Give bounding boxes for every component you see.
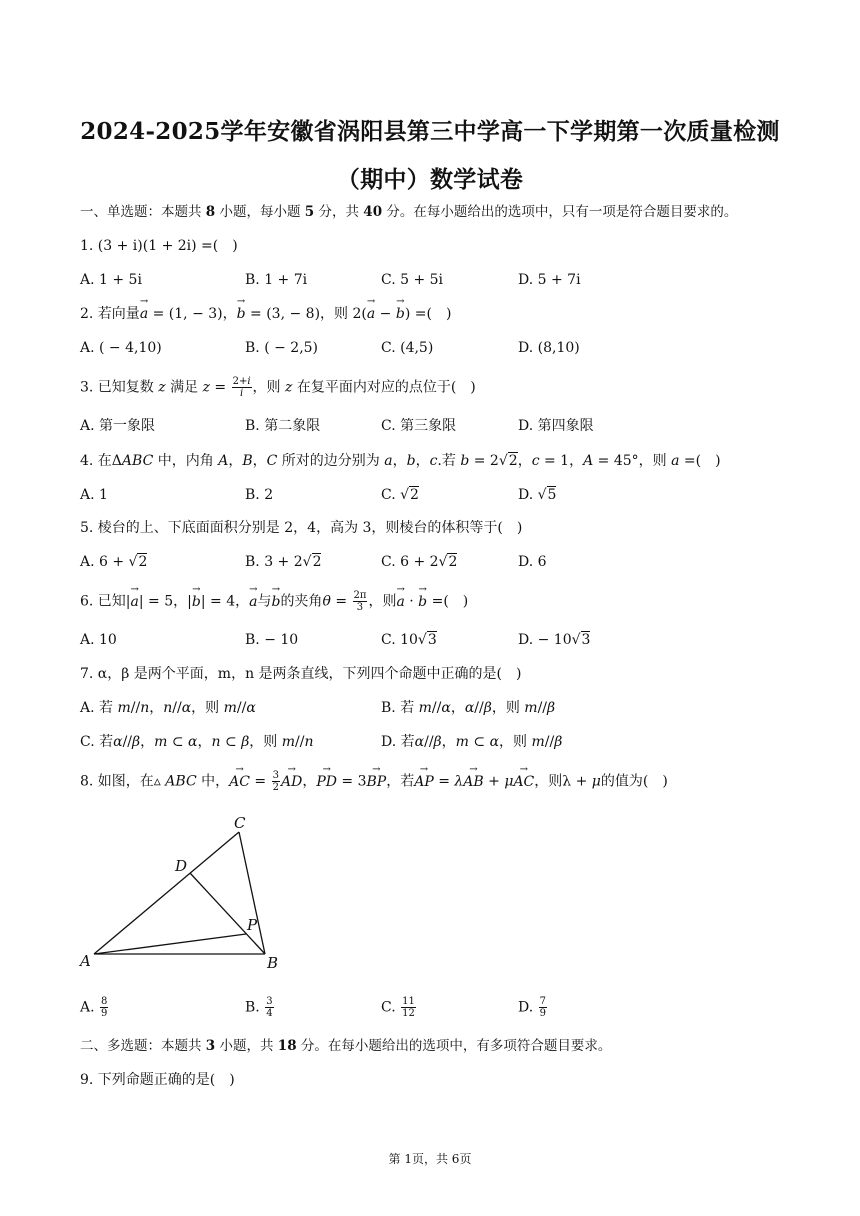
q6-option-a: A. 10: [80, 632, 117, 648]
q5-option-d: D. 6: [518, 554, 547, 570]
q7-option-b: B. 若 m//α，α//β，则 m//β: [381, 700, 556, 716]
q7-option-a: A. 若 m//n，n//α，则 m//α: [80, 700, 256, 716]
q8-option-b: B. $\frac{3}{4}$: [245, 996, 273, 1019]
q5-option-c: C. 6 + 2√2: [381, 554, 458, 570]
label-c: C: [234, 814, 246, 832]
q1-option-d: D. 5 + 7i: [518, 272, 581, 288]
q8-option-c: C. $\frac{11}{12}$: [381, 996, 415, 1019]
section-2-header: 二、多选题：本题共 3 小题，共 18 分。在每小题给出的选项中，有多项符合题目要求。: [80, 1038, 612, 1054]
question-5-stem: 5. 棱台的上、下底面面积分别是 2，4，高为 3，则棱台的体积等于( ): [80, 520, 523, 536]
q3-option-a: A. 第一象限: [80, 418, 156, 434]
label-p: P: [247, 916, 258, 934]
q4-option-d: D. √5: [518, 487, 557, 503]
question-6-stem: 6. 已知|→ a| = 5，|→ b| = 4，→ a与→ b的夹角θ = $\frac{2\pi}{3}$ ，则→ a · → b =( ): [80, 590, 468, 613]
question-3-stem: 3. 已知复数 z 满足 z = $\frac{2+i}{i}$ ，则 z 在复平面内对应的点位于( ): [80, 376, 476, 399]
q4-option-a: A. 1: [80, 487, 108, 503]
q2-option-a: A. ( − 4,10): [80, 340, 162, 356]
question-1-stem: 1. (3 + i)(1 + 2i) =( ): [80, 238, 238, 254]
label-b: B: [267, 954, 279, 972]
q5-option-b: B. 3 + 2√2: [245, 554, 322, 570]
q8-option-d: D. $\frac{7}{9}$: [518, 996, 547, 1019]
triangle-figure: [76, 808, 296, 978]
segment-ac: [94, 832, 239, 954]
q1-option-c: C. 5 + 5i: [381, 272, 444, 288]
label-a: A: [80, 952, 91, 970]
segment-db: [190, 873, 265, 954]
q1-option-a: A. 1 + 5i: [80, 272, 142, 288]
question-8-stem: 8. 如图，在▵ ABC 中，→ AC = $\frac{3}{2}$ → AD，→ PD = 3→ BP，若→ AP = λ→ AB + μ→ AC，则λ + μ的值为( ): [80, 770, 668, 793]
q4-option-c: C. √2: [381, 487, 419, 503]
page-footer: 第 1页，共 6页: [388, 1152, 472, 1166]
page-title: 2024-2025学年安徽省涡阳县第三中学高一下学期第一次质量检测（期中）数学试卷: [80, 118, 780, 193]
question-4-stem: 4. 在ΔABC 中，内角 A，B，C 所对的边分别为 a，b，c.若 b = 2√2，c = 1，A = 45°，则 a =( ): [80, 453, 721, 469]
question-9-stem: 9. 下列命题正确的是( ): [80, 1072, 235, 1088]
q3-option-d: D. 第四象限: [518, 418, 594, 434]
q7-option-c: C. 若α//β，m ⊂ α，n ⊂ β，则 m//n: [80, 734, 314, 750]
segment-ap: [94, 934, 246, 954]
q5-option-a: A. 6 + √2: [80, 554, 148, 570]
q3-option-b: B. 第二象限: [245, 418, 321, 434]
segment-cb: [239, 832, 265, 954]
q3-option-c: C. 第三象限: [381, 418, 457, 434]
section-1-header: 一、单选题：本题共 8 小题，每小题 5 分，共 40 分。在每小题给出的选项中，只有一项是符合题目要求的。: [80, 204, 738, 220]
q1-option-b: B. 1 + 7i: [245, 272, 308, 288]
question-7-stem: 7. α，β 是两个平面，m，n 是两条直线，下列四个命题中正确的是( ): [80, 666, 522, 682]
q6-option-d: D. − 10√3: [518, 632, 591, 648]
q7-option-d: D. 若α//β，m ⊂ α，则 m//β: [381, 734, 563, 750]
q2-option-c: C. (4,5): [381, 340, 434, 356]
q4-option-b: B. 2: [245, 487, 274, 503]
q2-option-b: B. ( − 2,5): [245, 340, 319, 356]
question-2-stem: 2. 若向量→ a = (1, − 3)，→ b = (3, − 8)，则 2(→ a − → b) =( ): [80, 304, 451, 324]
q6-option-b: B. − 10: [245, 632, 299, 648]
q6-option-c: C. 10√3: [381, 632, 437, 648]
q2-option-d: D. (8,10): [518, 340, 580, 356]
q8-option-a: A. $\frac{8}{9}$: [80, 996, 108, 1019]
label-d: D: [175, 857, 188, 875]
